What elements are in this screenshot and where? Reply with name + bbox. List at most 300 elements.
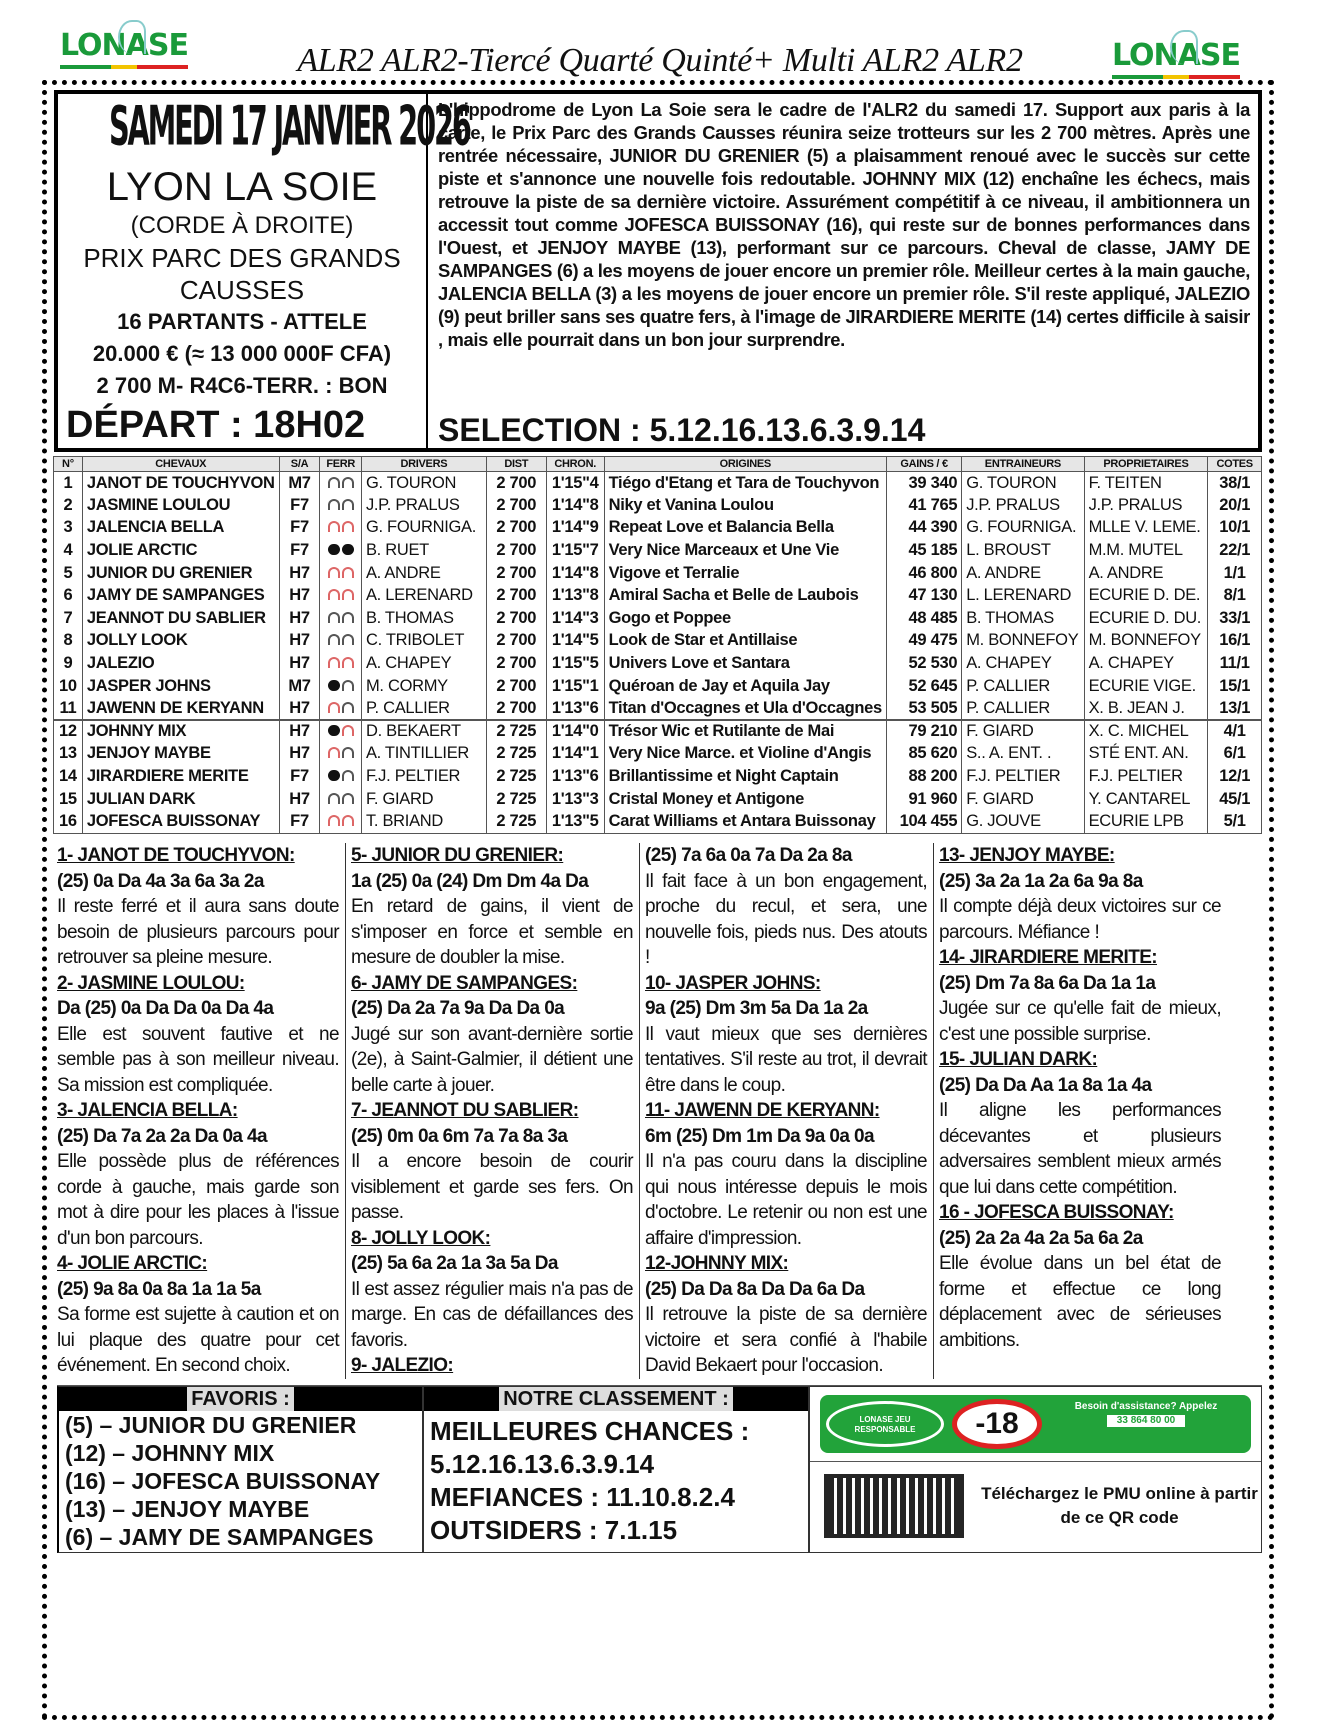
table-cell: JASMINE LOULOU	[82, 494, 279, 517]
table-cell: H7	[279, 720, 320, 743]
table-cell: STÉ ENT. AN.	[1084, 743, 1208, 766]
horseshoe-icon	[328, 634, 340, 645]
ferrure-cell	[320, 630, 362, 653]
comment-form: (25) 2a 2a 4a 2a 5a 6a 2a	[939, 1227, 1143, 1249]
horseshoe-icon	[342, 680, 354, 691]
table-cell: 10	[54, 675, 83, 698]
comment-text: Sa forme est sujette à caution et on lui plaque des quatre pour cet événement. En second choix.	[57, 1304, 339, 1376]
table-row	[54, 675, 1262, 698]
comment-text: Il compte déjà deux victoires sur ce parcours. Méfiance !	[939, 896, 1221, 943]
table-cell: M. CORMY	[361, 675, 486, 698]
age-restriction-icon: -18	[952, 1399, 1042, 1449]
table-cell: F7	[279, 539, 320, 562]
ferrure-cell	[320, 810, 362, 833]
comment-title: 11- JAWENN DE KERYANN:	[645, 1100, 880, 1121]
table-cell: 1'14"1	[546, 743, 604, 766]
horseshoe-icon	[342, 793, 354, 804]
table-cell: 1'14"8	[546, 562, 604, 585]
table-cell: C. TRIBOLET	[361, 630, 486, 653]
column-header: COTES	[1208, 457, 1262, 472]
table-cell: 8/1	[1208, 584, 1262, 607]
table-row	[54, 539, 1262, 562]
horseshoe-icon	[342, 589, 354, 600]
comment-text: Jugée sur ce qu'elle fait de mieux, c'est une possible surprise.	[939, 998, 1221, 1045]
table-cell: F.J. PELTIER	[361, 765, 486, 788]
table-cell: MLLE V. LEME.	[1084, 517, 1208, 540]
table-row	[54, 697, 1262, 720]
race-preview	[428, 94, 1258, 448]
table-cell: J.P. PRALUS	[962, 494, 1084, 517]
lonase-logo-left: LONASE	[60, 28, 188, 69]
table-cell: Niky et Vanina Loulou	[604, 494, 886, 517]
table-cell: 2 725	[486, 788, 546, 811]
ferrure-cell	[320, 539, 362, 562]
comment-text: Jugé sur son avant-dernière sortie (2e), à Saint-Galmier, il détient une belle carte à jouer.	[351, 1023, 633, 1096]
horseshoe-icon	[328, 657, 340, 668]
comment-title: 8- JOLLY LOOK:	[351, 1227, 491, 1249]
table-cell: JASPER JOHNS	[82, 675, 279, 698]
comment-form: (25) 5a 6a 2a 1a 3a 5a Da	[351, 1253, 558, 1274]
horse-comment	[53, 1098, 343, 1251]
horseshoe-icon	[328, 567, 340, 578]
table-cell: 2 700	[486, 539, 546, 562]
table-cell: 2 700	[486, 652, 546, 675]
table-cell: 88 200	[886, 765, 961, 788]
table-cell: 2 700	[486, 584, 546, 607]
table-cell: 6	[54, 584, 83, 607]
comment-form: (25) Da Da Aa 1a 8a 1a 4a	[939, 1074, 1152, 1096]
table-cell: Tiégo d'Etang et Tara de Touchyvon	[604, 472, 886, 495]
comment-title: 6- JAMY DE SAMPANGES:	[351, 972, 578, 994]
horse-comment	[641, 971, 931, 1099]
ferrure-cell	[320, 743, 362, 766]
table-cell: A. TINTILLIER	[361, 743, 486, 766]
favori-item: (13) – JENJOY MAYBE	[65, 1495, 310, 1522]
horseshoe-icon	[328, 793, 340, 804]
table-cell: 2 725	[486, 810, 546, 833]
comment-form: (25) Da 2a 7a 9a Da Da 0a	[351, 998, 565, 1019]
ferrure-cell	[320, 720, 362, 743]
table-cell: ECURIE D. DU.	[1084, 607, 1208, 630]
meilleures-label: MEILLEURES CHANCES :	[430, 1415, 750, 1446]
comment-title: 3- JALENCIA BELLA:	[57, 1100, 238, 1121]
table-cell: Look de Star et Antillaise	[604, 630, 886, 653]
horseshoe-icon	[342, 544, 354, 555]
table-cell: 1'13"5	[546, 810, 604, 833]
table-cell: 12	[54, 720, 83, 743]
jeu-responsable-logo: LONASE JEU RESPONSABLE	[826, 1401, 944, 1447]
horseshoe-icon	[342, 747, 354, 758]
horseshoe-icon	[328, 725, 340, 736]
table-cell: 1'15"7	[546, 539, 604, 562]
table-cell: 11/1	[1208, 652, 1262, 675]
table-cell: 85 620	[886, 743, 961, 766]
table-cell: P. CALLIER	[962, 675, 1084, 698]
favori-item: (6) – JAMY DE SAMPANGES	[65, 1523, 374, 1550]
table-cell: L. LERENARD	[962, 584, 1084, 607]
table-cell: JEANNOT DU SABLIER	[82, 607, 279, 630]
intro-text: L'hippodrome de Lyon La Soie sera le cadre de l'ALR2 du samedi 17. Support aux paris à la carte, le Prix Parc des Grands Causses réunira seize trotteurs sur les 2 700 mètres. Après une rentrée nécessaire, JUNIOR DU GRENIER (5) a plaisamment renoué avec le succès sur cette piste et s'annonce une nouvelle fois redoutable. JOHNNY MIX (12) enchaîne les échecs, mais retrouve la piste de sa dernière victoire. Assurément compétitif à ce niveau, il ambitionnera un accessit tout comme JOFESCA BUISSONAY (16), qui reste sur de bonnes performances dans l'Ouest, et JENJOY MAYBE (13), performant sur ce parcours. Cheval de classe, JAMY DE SAMPANGES (6) a les moyens de jouer encore un premier rôle. Meilleur certes à la main gauche, JALENCIA BELLA (3) a les moyens de jouer encore un premier rôle. S'il reste appliqué, JALEZIO (9) peut briller sans ses quatre fers, à l'image de JIRARDIERE MERITE (14) certes difficile à saisir , mais elle pourrait dans un bon jour surprendre.	[438, 99, 1250, 350]
table-cell: F7	[279, 765, 320, 788]
race-distance: 2 700 M- R4C6-TERR. : BON	[96, 373, 388, 398]
table-cell: 2 700	[486, 562, 546, 585]
lower-section	[53, 843, 1262, 1553]
horse-comment	[53, 1251, 343, 1379]
table-cell: ECURIE LPB	[1084, 810, 1208, 833]
table-cell: 1'14"0	[546, 720, 604, 743]
ferrure-cell	[320, 494, 362, 517]
column-header: S/A	[279, 457, 320, 472]
table-cell: M7	[279, 472, 320, 495]
comment-title: 16 - JOFESCA BUISSONAY:	[939, 1202, 1174, 1223]
ferrure-cell	[320, 675, 362, 698]
column-header: DIST	[486, 457, 546, 472]
horse-comment	[935, 945, 1225, 1047]
table-cell: M7	[279, 675, 320, 698]
comment-text: En retard de gains, il vient de s'imposer en force et semble en mesure de doubler la mise.	[351, 896, 633, 968]
horse-comment	[935, 843, 1225, 945]
table-cell: H7	[279, 562, 320, 585]
table-cell: 11	[54, 697, 83, 720]
comment-title: 12-JOHNNY MIX:	[645, 1253, 789, 1274]
horseshoe-icon	[328, 499, 340, 510]
table-cell: Cristal Money et Antigone	[604, 788, 886, 811]
table-cell: 1'15"1	[546, 675, 604, 698]
table-cell: 1'15"4	[546, 472, 604, 495]
table-cell: 1'14"5	[546, 630, 604, 653]
table-cell: F. GIARD	[962, 720, 1084, 743]
table-cell: 20/1	[1208, 494, 1262, 517]
responsible-gaming-banner[interactable]	[820, 1395, 1251, 1453]
comment-form: (25) 3a 2a 1a 2a 6a 9a 8a	[939, 870, 1143, 892]
column-header: PROPRIETAIRES	[1084, 457, 1208, 472]
column-header: GAINS / €	[886, 457, 961, 472]
comment-text: Il fait face à un bon engagement, proche du recul, et sera, une nouvelle fois, pieds nus. Des atouts !	[645, 870, 927, 968]
horseshoe-icon	[328, 702, 340, 713]
comment-text: Il vaut mieux que ses dernières tentatives. S'il reste au trot, il devrait être dans le coup.	[645, 1023, 927, 1096]
horseshoe-icon	[342, 521, 354, 532]
table-cell: 91 960	[886, 788, 961, 811]
table-cell: F7	[279, 517, 320, 540]
table-cell: 8	[54, 630, 83, 653]
table-cell: 2 700	[486, 472, 546, 495]
table-cell: 104 455	[886, 810, 961, 833]
table-cell: 1/1	[1208, 562, 1262, 585]
comment-title: 4- JOLIE ARCTIC:	[57, 1253, 208, 1274]
comment-form: 9a (25) Dm 3m 5a Da 1a 2a	[645, 998, 868, 1019]
table-cell: A. ANDRE	[361, 562, 486, 585]
ferrure-cell	[320, 788, 362, 811]
table-cell: M. BONNEFOY	[962, 630, 1084, 653]
comment-text: Elle est souvent fautive et ne semble pas à son meilleur niveau. Sa mission est compliquée.	[57, 1023, 339, 1096]
table-cell: P. CALLIER	[962, 697, 1084, 720]
table-cell: Very Nice Marce. et Violine d'Angis	[604, 743, 886, 766]
race-header-box	[54, 90, 1262, 452]
table-cell: J.P. PRALUS	[1084, 494, 1208, 517]
comment-title: 10- JASPER JOHNS:	[645, 972, 821, 994]
table-cell: H7	[279, 743, 320, 766]
comment-form: (25) Dm 7a 8a 6a Da 1a 1a	[939, 972, 1156, 994]
table-cell: Trésor Wic et Rutilante de Mai	[604, 720, 886, 743]
mefiances: MEFIANCES : 11.10.8.2.4	[430, 1481, 735, 1512]
comment-form: 1a (25) 0a (24) Dm Dm 4a Da	[351, 870, 589, 892]
table-cell: 49 475	[886, 630, 961, 653]
table-row	[54, 652, 1262, 675]
comment-form: (25) Da Da 8a Da Da 6a Da	[645, 1278, 865, 1300]
table-cell: X. C. MICHEL	[1084, 720, 1208, 743]
table-cell: 2 725	[486, 765, 546, 788]
table-cell: H7	[279, 607, 320, 630]
table-cell: Y. CANTAREL	[1084, 788, 1208, 811]
comment-title: 7- JEANNOT DU SABLIER:	[351, 1100, 579, 1121]
table-row	[54, 517, 1262, 540]
comment-title: 5- JUNIOR DU GRENIER:	[351, 845, 564, 866]
race-prix: PRIX PARC DES GRANDS CAUSSES	[83, 243, 401, 305]
table-row	[54, 607, 1262, 630]
comment-title: 2- JASMINE LOULOU:	[57, 972, 245, 994]
table-cell: S.. A. ENT. .	[962, 743, 1084, 766]
table-cell: A. LERENARD	[361, 584, 486, 607]
table-cell: 16	[54, 810, 83, 833]
page-title: ALR2 ALR2-Tiercé Quarté Quinté+ Multi ALR2 ALR2	[297, 42, 1023, 79]
comment-text: Il n'a pas couru dans la discipline qui nous intéresse depuis le mois d'octobre. Le retenir ou non est une affaire d'impression.	[645, 1151, 927, 1249]
table-cell: 2 700	[486, 517, 546, 540]
table-cell: 1'15"5	[546, 652, 604, 675]
table-cell: 2 700	[486, 607, 546, 630]
comment-title: 9- JALEZIO:	[351, 1355, 454, 1376]
table-cell: A. CHAPEY	[361, 652, 486, 675]
comment-text: Il retrouve la piste de sa dernière victoire et sera confié à l'habile David Bekaert pour l'occasion.	[645, 1304, 927, 1376]
column-header: DRIVERS	[361, 457, 486, 472]
table-cell: A. CHAPEY	[1084, 652, 1208, 675]
horse-comment	[53, 971, 343, 1099]
race-partants: 16 PARTANTS - ATTELE	[117, 309, 367, 334]
column-header: CHRON.	[546, 457, 604, 472]
table-cell: 2 700	[486, 630, 546, 653]
table-cell: Repeat Love et Balancia Bella	[604, 517, 886, 540]
table-cell: Amiral Sacha et Belle de Laubois	[604, 584, 886, 607]
comment-form: (25) 0a Da 4a 3a 6a 3a 2a	[57, 870, 264, 892]
table-cell: M.M. MUTEL	[1084, 539, 1208, 562]
ferrure-cell	[320, 697, 362, 720]
table-cell: JOLLY LOOK	[82, 630, 279, 653]
table-cell: F.J. PELTIER	[1084, 765, 1208, 788]
comment-text: Il a encore besoin de courir visiblement et garde ses fers. On passe.	[351, 1151, 633, 1223]
table-cell: 1'13"6	[546, 697, 604, 720]
table-row	[54, 562, 1262, 585]
classement-box	[423, 1386, 809, 1553]
horse-comment	[53, 843, 343, 971]
table-cell: JIRARDIERE MERITE	[82, 765, 279, 788]
table-cell: 41 765	[886, 494, 961, 517]
table-row	[54, 810, 1262, 833]
horseshoe-icon	[328, 680, 340, 691]
bottom-section	[57, 1385, 1262, 1553]
comment-title: 15- JULIAN DARK:	[939, 1049, 1098, 1070]
favori-item: (12) – JOHNNY MIX	[65, 1439, 275, 1466]
download-text: Téléchargez le PMU online à partir de ce QR code	[981, 1484, 1258, 1527]
partants-table	[53, 456, 1262, 834]
table-row	[54, 472, 1262, 495]
table-cell: JAWENN DE KERYANN	[82, 697, 279, 720]
table-cell: P. CALLIER	[361, 697, 486, 720]
lonase-logo-right: LONASE	[1112, 38, 1240, 79]
table-cell: M. BONNEFOY	[1084, 630, 1208, 653]
table-cell: 2 700	[486, 675, 546, 698]
horse-comment	[347, 971, 637, 1099]
column-header: N°	[54, 457, 83, 472]
horse-comment	[935, 1047, 1225, 1200]
qr-code-icon[interactable]	[824, 1474, 964, 1538]
horseshoe-icon	[328, 477, 340, 488]
table-cell: 2 700	[486, 697, 546, 720]
table-cell: 2	[54, 494, 83, 517]
horseshoe-icon	[328, 521, 340, 532]
ferrure-cell	[320, 562, 362, 585]
horseshoe-icon	[342, 567, 354, 578]
ferrure-cell	[320, 517, 362, 540]
horseshoe-icon	[342, 499, 354, 510]
table-cell: 1'14"3	[546, 607, 604, 630]
table-cell: 6/1	[1208, 743, 1262, 766]
table-cell: 1'14"8	[546, 494, 604, 517]
table-cell: 10/1	[1208, 517, 1262, 540]
comment-title: 1- JANOT DE TOUCHYVON:	[57, 845, 295, 866]
table-cell: 1'13"8	[546, 584, 604, 607]
comment-text: Il est assez régulier mais n'a pas de marge. En cas de défaillances des favoris.	[351, 1278, 633, 1351]
table-cell: H7	[279, 630, 320, 653]
table-cell: F. TEITEN	[1084, 472, 1208, 495]
table-cell: 38/1	[1208, 472, 1262, 495]
table-cell: 13	[54, 743, 83, 766]
table-cell: 3	[54, 517, 83, 540]
comment-form: 6m (25) Dm 1m Da 9a 0a 0a	[645, 1125, 874, 1147]
race-venue: LYON LA SOIE	[106, 165, 378, 209]
table-cell: 48 485	[886, 607, 961, 630]
table-cell: H7	[279, 788, 320, 811]
horse-comments	[53, 843, 1225, 1379]
favori-item: (5) – JUNIOR DU GRENIER	[65, 1411, 357, 1438]
table-cell: F7	[279, 494, 320, 517]
table-cell: Vigove et Terralie	[604, 562, 886, 585]
table-cell: F.J. PELTIER	[962, 765, 1084, 788]
ads-box	[809, 1386, 1262, 1553]
column-header: CHEVAUX	[82, 457, 279, 472]
favoris-label: FAVORIS :	[187, 1387, 294, 1411]
table-cell: 16/1	[1208, 630, 1262, 653]
comment-form: (25) 0m 0a 6m 7a 7a 8a 3a	[351, 1125, 568, 1147]
table-cell: 14	[54, 765, 83, 788]
table-cell: H7	[279, 697, 320, 720]
horseshoe-icon	[342, 770, 354, 781]
table-cell: 45/1	[1208, 788, 1262, 811]
table-row	[54, 743, 1262, 766]
ferrure-cell	[320, 584, 362, 607]
horseshoe-icon	[342, 702, 354, 713]
horseshoe-icon	[328, 544, 340, 555]
table-cell: 46 800	[886, 562, 961, 585]
horseshoe-icon	[342, 477, 354, 488]
horseshoe-icon	[328, 747, 340, 758]
comment-form: (25) 9a 8a 0a 8a 1a 1a 5a	[57, 1278, 261, 1300]
table-cell: G. TOURON	[962, 472, 1084, 495]
table-cell: 13/1	[1208, 697, 1262, 720]
horse-comment	[347, 1226, 637, 1354]
horseshoe-icon	[328, 612, 340, 623]
comment-title: 13- JENJOY MAYBE:	[939, 845, 1115, 866]
ferrure-cell	[320, 765, 362, 788]
race-date: SAMEDI 17 JANVIER 2026	[108, 96, 470, 159]
comment-text: Elle possède plus de références corde à gauche, mais garde son mot à dire pour les places à l'issue d'un bon parcours.	[57, 1151, 339, 1249]
comment-form: (25) Da 7a 2a 2a Da 0a 4a	[57, 1125, 267, 1147]
ferrure-cell	[320, 607, 362, 630]
comment-title: 14- JIRARDIERE MERITE:	[939, 947, 1158, 968]
table-cell: 1'13"6	[546, 765, 604, 788]
table-cell: Univers Love et Santara	[604, 652, 886, 675]
table-cell: B. THOMAS	[361, 607, 486, 630]
table-cell: JUNIOR DU GRENIER	[82, 562, 279, 585]
table-cell: F. GIARD	[361, 788, 486, 811]
column-header: ENTRAINEURS	[962, 457, 1084, 472]
horseshoe-icon	[328, 589, 340, 600]
table-cell: A. CHAPEY	[962, 652, 1084, 675]
horseshoe-icon	[342, 815, 354, 826]
ferrure-cell	[320, 472, 362, 495]
table-cell: 45 185	[886, 539, 961, 562]
table-cell: G. JOUVE	[962, 810, 1084, 833]
table-cell: 12/1	[1208, 765, 1262, 788]
horse-comment	[935, 1200, 1225, 1353]
race-info	[58, 94, 470, 448]
table-cell: JULIAN DARK	[82, 788, 279, 811]
table-cell: A. ANDRE	[962, 562, 1084, 585]
classement-label: NOTRE CLASSEMENT :	[499, 1387, 733, 1411]
table-cell: 15/1	[1208, 675, 1262, 698]
help-phone: 33 864 80 00	[1107, 1415, 1185, 1427]
table-cell: 79 210	[886, 720, 961, 743]
comment-form: Da (25) 0a Da Da 0a Da 4a	[57, 998, 274, 1019]
selection: SELECTION : 5.12.16.13.6.3.9.14	[438, 412, 926, 448]
table-cell: L. BROUST	[962, 539, 1084, 562]
table-cell: 4/1	[1208, 720, 1262, 743]
table-cell: 1	[54, 472, 83, 495]
horseshoe-icon	[328, 770, 340, 781]
table-cell: D. BEKAERT	[361, 720, 486, 743]
table-cell: 53 505	[886, 697, 961, 720]
table-cell: J.P. PRALUS	[361, 494, 486, 517]
table-cell: 4	[54, 539, 83, 562]
horseshoe-icon	[328, 815, 340, 826]
table-cell: G. FOURNIGA.	[361, 517, 486, 540]
horseshoe-icon	[342, 634, 354, 645]
table-cell: ECURIE D. DE.	[1084, 584, 1208, 607]
table-cell: Brillantissime et Night Captain	[604, 765, 886, 788]
race-corde: (CORDE À DROITE)	[130, 212, 354, 239]
table-cell: G. TOURON	[361, 472, 486, 495]
column-header: FERR	[320, 457, 362, 472]
meilleures-chances: 5.12.16.13.6.3.9.14	[430, 1448, 655, 1479]
race-depart: DÉPART : 18H02	[66, 404, 366, 446]
table-cell: Titan d'Occagnes et Ula d'Occagnes	[604, 697, 886, 720]
table-cell: F7	[279, 810, 320, 833]
outsiders: OUTSIDERS : 7.1.15	[430, 1514, 678, 1545]
table-row	[54, 630, 1262, 653]
ferrure-cell	[320, 652, 362, 675]
table-cell: 52 530	[886, 652, 961, 675]
race-allocation: 20.000 € (≈ 13 000 000F CFA)	[92, 341, 392, 366]
table-row	[54, 765, 1262, 788]
table-cell: 39 340	[886, 472, 961, 495]
